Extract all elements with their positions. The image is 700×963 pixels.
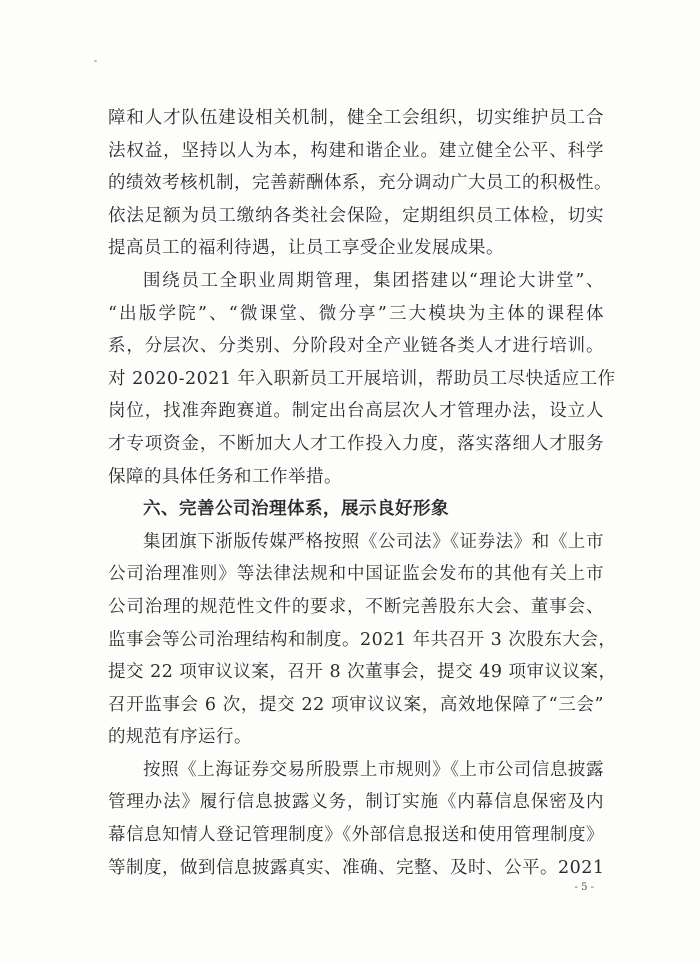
text-line: 召开监事会 6 次，提交 22 项审议议案，高效地保障了“三会” [108,694,604,715]
text-line: 系，分层次、分类别、分阶段对全产业链各类人才进行培训。 [108,336,604,357]
text-line: 围绕员工全职业周期管理，集团搭建以“理论大讲堂”、 [143,270,604,291]
text-line: 提交 22 项审议议案，召开 8 次董事会，提交 49 项审议议案， [108,662,617,683]
scan-speck [94,60,97,62]
text-line: 监事会等公司治理结构和制度。2021 年共召开 3 次股东大会， [108,629,617,650]
text-line: 的绩效考核机制，完善薪酬体系，充分调动广大员工的积极性。 [108,173,612,194]
text-line: 公司治理准则》等法律法规和中国证监会发布的其他有关上市 [108,564,604,585]
text-line: 岗位，找准奔跑赛道。制定出台高层次人才管理办法，设立人 [108,401,604,422]
text-line: 障和人才队伍建设相关机制，健全工会组织，切实维护员工合 [108,108,604,128]
text-line: 幕信息知情人登记管理制度》《外部信息报送和使用管理制度》 [108,825,604,846]
text-line: 公司治理的规范性文件的要求，不断完善股东大会、董事会、 [108,596,604,617]
text-line: “出版学院”、“微课堂、微分享”三大模块为主体的课程体 [108,303,604,324]
document-body [108,102,617,884]
text-line: 保障的具体任务和工作举措。 [108,466,342,487]
text-line: 按照《上海证券交易所股票上市规则》《上市公司信息披露 [143,759,604,780]
text-line: 集团旗下浙版传媒严格按照《公司法》《证券法》和《上市 [143,531,604,552]
section-heading: 六、完善公司治理体系，展示良好形象 [143,499,449,520]
text-line: 依法足额为员工缴纳各类社会保险，定期组织员工体检，切实 [108,205,604,226]
text-line: 等制度，做到信息披露真实、准确、完整、及时、公平。2021 [108,857,605,878]
text-line: 对 2020-2021 年入职新员工开展培训，帮助员工尽快适应工作 [108,368,616,389]
text-line: 法权益，坚持以人为本，构建和谐企业。建立健全公平、科学 [108,140,604,161]
text-line: 管理办法》履行信息披露义务，制订实施《内幕信息保密及内 [108,792,604,813]
text-line: 的规范有序运行。 [108,727,252,748]
page-number: - 5 - [574,882,594,893]
text-line: 提高员工的福利待遇，让员工享受企业发展成果。 [108,238,504,259]
text-line: 才专项资金，不断加大人才工作投入力度，落实落细人才服务 [108,433,604,454]
